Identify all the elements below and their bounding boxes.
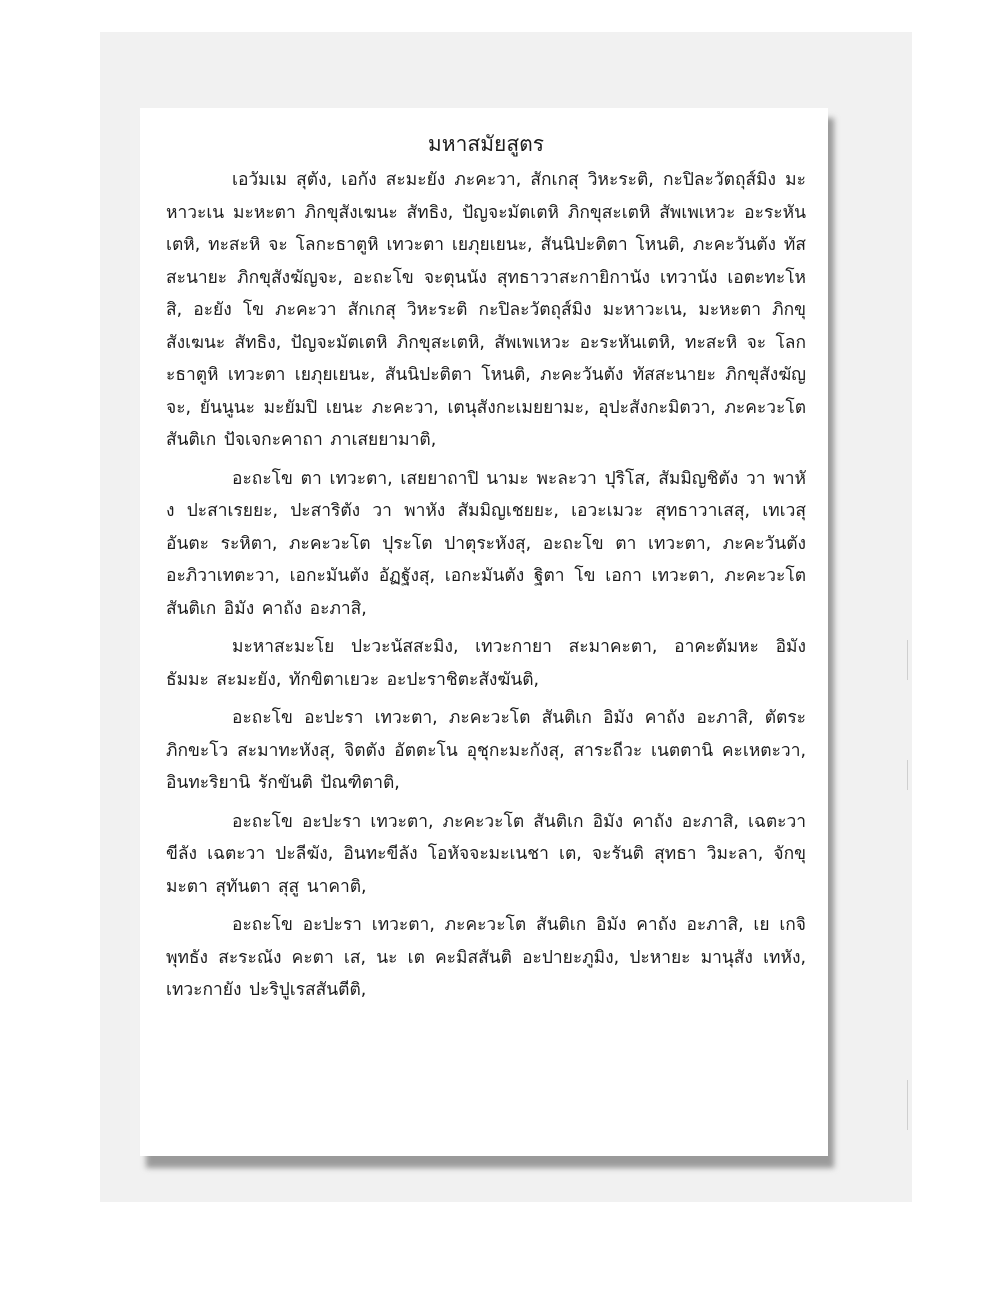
scan-edge-mark <box>899 1080 908 1130</box>
scan-edge-mark <box>899 640 908 680</box>
paragraph: อะถะโข ตา เทวะตา, เสยยาถาปิ นามะ พะละวา ปุริโส, สัมมิญชิตัง วา พาหัง ปะสาเรยยะ, ปะสาริตัง วา พาหัง สัมมิญเชยยะ, เอวะเมวะ สุทธาวาเสสุ, เทเวสุ อันตะ ระหิตา, ภะคะวะโต ปุระโต ปาตุระหังสุ, อะถะโข ตา เทวะตา, ภะคะวันตัง อะภิวาเทตะวา, เอกะมันตัง อัฏฐังสุ, เอกะมันตัง ฐิตา โข เอกา เทวะตา, ภะคะวะโต สันติเก อิมัง คาถัง อะภาสิ, <box>166 468 806 619</box>
scan-edge-mark <box>899 760 908 790</box>
paragraph: อะถะโข อะปะรา เทวะตา, ภะคะวะโต สันติเก อิมัง คาถัง อะภาสิ, ตัตระ ภิกขะโว สะมาทะหังสุ, จิตตัง อัตตะโน อุชุกะมะกังสุ, สาระถีวะ เนตตานิ คะเหตะวา, อินทะริยานิ รักขันติ ปัณฑิตาติ, <box>166 708 806 793</box>
paragraph: อะถะโข อะปะรา เทวะตา, ภะคะวะโต สันติเก อิมัง คาถัง อะภาสิ, เฉตะวา ขีลัง เฉตะวา ปะลีฆัง, อินทะขีลัง โอหัจจะมะเนชา เต, จะรันติ สุทธา วิมะลา, จักขุมะตา สุทันตา สุสู นาคาติ, <box>166 811 806 897</box>
book-page <box>140 108 828 1156</box>
paragraph: เอวัมเม สุตัง, เอกัง สะมะยัง ภะคะวา, สักเกสุ วิหะระติ, กะปิละวัตถุส์มิง มะหาวะเน มะหะตา ภิกขุสังเฆนะ สัทธิง, ปัญจะมัตเตหิ ภิกขุสะเตหิ สัพเพเหวะ อะระหันเตหิ, ทะสะหิ จะ โลกะธาตูหิ เทวะตา เยภุยเยนะ, สันนิปะติตา โหนติ, ภะคะวันตัง ทัสสะนายะ ภิกขุสังฆัญจะ, อะถะโข จะตุนนัง สุทธาวาสะกายิกานัง เทวานัง เอตะทะโหสิ, อะยัง โข ภะคะวา สักเกสุ วิหะระติ กะปิละวัตถุส์มิง มะหาวะเน, มะหะตา ภิกขุสังเฆนะ สัทธิง, ปัญจะมัตเตหิ ภิกขุสะเตหิ, สัพเพเหวะ อะระหันเตหิ, ทะสะหิ จะ โลกะธาตูหิ เทวะตา เยภุยเยนะ, สันนิปะติตา โหนติ, ภะคะวันตัง ทัสสะนายะ ภิกขุสังฆัญจะ, ยันนูนะ มะยัมปิ เยนะ ภะคะวา, เตนุสังกะเมยยามะ, อุปะสังกะมิตวา, ภะคะวะโต สันติเก ปัจเจกะคาถา ภาเสยยามาติ, <box>166 170 806 450</box>
paragraph: อะถะโข อะปะรา เทวะตา, ภะคะวะโต สันติเก อิมัง คาถัง อะภาสิ, เย เกจิ พุทธัง สะระณัง คะตา เส, นะ เต คะมิสสันติ อะปายะภูมิง, ปะหายะ มานุสัง เทหัง, เทวะกายัง ปะริปูเรสสันตีติ, <box>166 915 806 1000</box>
page-title: มหาสมัยสูตร <box>427 132 545 156</box>
paragraph: มะหาสะมะโย ปะวะนัสสะมิง, เทวะกายา สะมาคะตา, อาคะตัมหะ อิมัง ธัมมะ สะมะยัง, ทักขิตาเยวะ อะปะราชิตะสังฆันติ, <box>166 637 806 690</box>
